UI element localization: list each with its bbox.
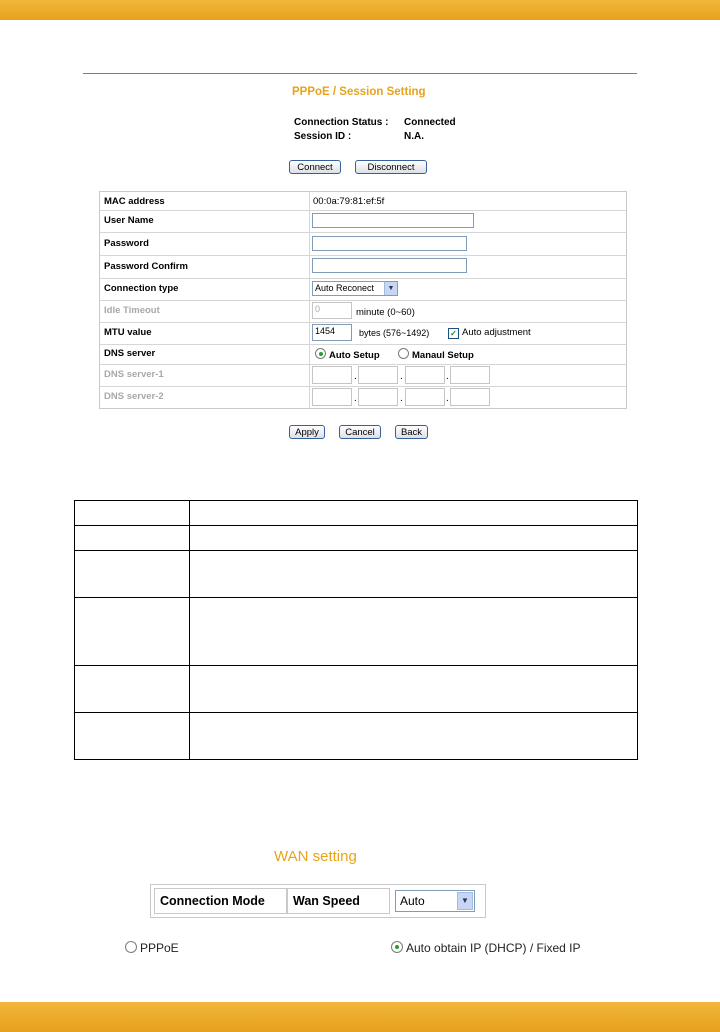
idle-timeout-label: Idle Timeout xyxy=(104,305,160,316)
password-confirm-input[interactable] xyxy=(312,258,467,273)
username-input[interactable] xyxy=(312,213,474,228)
footer-band xyxy=(0,1002,720,1032)
wan-speed-value: Auto xyxy=(400,894,425,908)
table-row xyxy=(75,501,638,526)
octet-dot: . xyxy=(446,371,449,382)
octet-dot: . xyxy=(354,371,357,382)
dns-manual-option[interactable] xyxy=(398,348,474,361)
disconnect-button[interactable]: Disconnect xyxy=(355,160,427,174)
pppoe-settings-form xyxy=(99,191,627,409)
pppoe-mode-option[interactable] xyxy=(125,941,179,955)
mac-label: MAC address xyxy=(104,196,165,207)
connection-type-value: Auto Reconect xyxy=(315,283,375,293)
connection-status-value: Connected xyxy=(404,117,456,128)
form-row-dns1 xyxy=(100,364,626,387)
wan-title: WAN setting xyxy=(274,848,357,865)
username-label: User Name xyxy=(104,215,154,226)
connection-type-select[interactable] xyxy=(312,281,398,296)
radio-unselected-icon[interactable] xyxy=(398,348,409,359)
table-row xyxy=(75,551,638,598)
dns1-octet-2[interactable] xyxy=(358,366,398,384)
form-row-password xyxy=(100,232,626,256)
wan-setting-box xyxy=(150,884,486,918)
mtu-hint: bytes (576~1492) xyxy=(359,328,430,338)
dhcp-mode-label: Auto obtain IP (DHCP) / Fixed IP xyxy=(406,941,581,955)
dns1-label: DNS server-1 xyxy=(104,369,164,380)
dns1-octet-4[interactable] xyxy=(450,366,490,384)
form-row-mac xyxy=(100,192,626,211)
dns2-octet-4[interactable] xyxy=(450,388,490,406)
header-band xyxy=(0,0,720,20)
dns1-octet-3[interactable] xyxy=(405,366,445,384)
chevron-down-icon: ▼ xyxy=(457,892,473,910)
form-row-connection-type xyxy=(100,278,626,301)
dns2-label: DNS server-2 xyxy=(104,391,164,402)
divider-rule xyxy=(83,73,637,74)
chevron-down-icon: ▼ xyxy=(384,282,397,295)
octet-dot: . xyxy=(354,393,357,404)
dns2-octet-3[interactable] xyxy=(405,388,445,406)
pppoe-title: PPPoE / Session Setting xyxy=(292,86,426,98)
form-row-dns2 xyxy=(100,386,626,408)
connection-type-label: Connection type xyxy=(104,283,179,294)
back-button[interactable]: Back xyxy=(395,425,428,439)
dns-auto-option[interactable] xyxy=(315,348,380,361)
dns2-octet-2[interactable] xyxy=(358,388,398,406)
checkbox-checked-icon[interactable]: ✓ xyxy=(448,328,459,339)
form-row-password-confirm xyxy=(100,255,626,279)
dns-label: DNS server xyxy=(104,348,156,359)
cancel-button[interactable]: Cancel xyxy=(339,425,381,439)
table-row xyxy=(75,713,638,760)
description-table xyxy=(74,500,638,760)
password-label: Password xyxy=(104,238,149,249)
radio-selected-icon[interactable] xyxy=(391,941,403,953)
session-id-row xyxy=(294,131,424,142)
connection-status-row xyxy=(294,117,456,128)
radio-selected-icon[interactable] xyxy=(315,348,326,359)
wan-speed-select[interactable] xyxy=(395,890,475,912)
pppoe-mode-label: PPPoE xyxy=(140,941,179,955)
dns-auto-label: Auto Setup xyxy=(329,350,380,361)
radio-unselected-icon[interactable] xyxy=(125,941,137,953)
form-row-mtu xyxy=(100,322,626,345)
auto-adjust-option[interactable] xyxy=(448,327,531,339)
form-row-username xyxy=(100,210,626,233)
octet-dot: . xyxy=(446,393,449,404)
mtu-label: MTU value xyxy=(104,327,152,338)
connection-status-label: Connection Status : xyxy=(294,117,389,128)
session-id-label: Session ID : xyxy=(294,131,352,142)
dns1-octet-1[interactable] xyxy=(312,366,352,384)
dns2-octet-1[interactable] xyxy=(312,388,352,406)
table-row xyxy=(75,666,638,713)
dns-manual-label: Manaul Setup xyxy=(412,350,474,361)
idle-timeout-hint: minute (0~60) xyxy=(356,307,415,318)
apply-button[interactable]: Apply xyxy=(289,425,325,439)
connect-button[interactable]: Connect xyxy=(289,160,341,174)
octet-dot: . xyxy=(400,371,403,382)
form-row-dns xyxy=(100,344,626,365)
session-id-value: N.A. xyxy=(404,131,424,142)
connection-mode-label: Connection Mode xyxy=(154,888,287,914)
idle-timeout-input[interactable]: 0 xyxy=(312,302,352,319)
wan-speed-label: Wan Speed xyxy=(287,888,390,914)
octet-dot: . xyxy=(400,393,403,404)
password-confirm-label: Password Confirm xyxy=(104,261,188,272)
mac-value: 00:0a:79:81:ef:5f xyxy=(313,196,385,207)
form-row-idle-timeout xyxy=(100,300,626,323)
password-input[interactable] xyxy=(312,236,467,251)
table-row xyxy=(75,526,638,551)
auto-adjust-label: Auto adjustment xyxy=(462,327,531,338)
dhcp-mode-option[interactable] xyxy=(391,941,581,955)
mtu-input[interactable]: 1454 xyxy=(312,324,352,341)
table-row xyxy=(75,598,638,666)
